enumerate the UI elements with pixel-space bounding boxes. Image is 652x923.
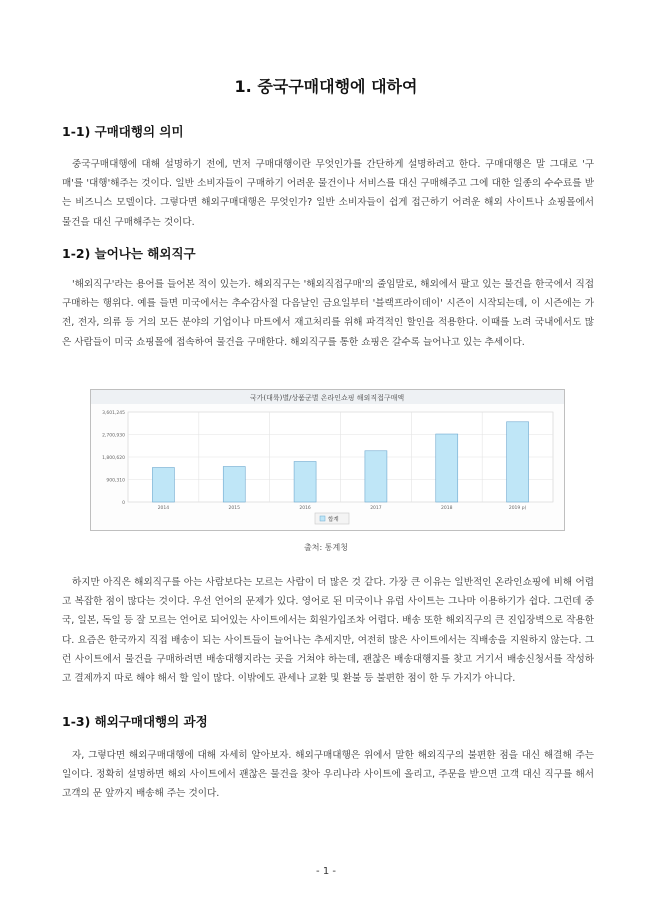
- bar-2015: [223, 467, 245, 502]
- x-tick-label: 2016: [299, 506, 311, 511]
- page-number: - 1 -: [316, 866, 336, 877]
- section-2-paragraph-2: 하지만 아직은 해외직구를 아는 사람보다는 모르는 사람이 더 많은 것 같다. 가장 큰 이유는 일반적인 온라인쇼핑에 비해 어렵고 복잡한 점이 많다는 것이다. 우선 언어의 문제가 있다. 영어로 된 미국이나 유럽 사이트는 그나마 이용하기가 쉽다. 그런데 중국, 일본, 독일 등 잘 모르는 언어로 되어있는 사이트에서는 회원가입조차 어렵다. 배송 또한 해외직구의 큰 진입장벽으로 작용한다. 요즘은 한국까지 직접 배송이 되는 사이트들이 늘어나는 추세지만, 여전히 많은 사이트에서는 직배송을 지원하지 않는다. 그런 사이트에서 물건을 구매하려면 배송대행지라는 곳을 거쳐야 하는데, 괜찮은 배송대행지를 찾고 거기서 배송신청서를 작성하고 결제까지 따로 해야 해서 할 일이 많다. 이밖에도 관세나 교환 및 환불 등 불편한 점이 한 두 가지가 아니다.: [62, 577, 594, 685]
- chart-title: 국가(대륙)별/상품군별 온라인쇼핑 해외직접구매액: [249, 394, 405, 402]
- section-1-heading: 1-1) 구매대행의 의미: [62, 124, 184, 139]
- x-tick-label: 2018: [441, 506, 453, 511]
- y-tick-label: 0: [122, 501, 125, 506]
- section-2-paragraph-1: '해외직구'라는 용어를 들어본 적이 있는가. 해외직구는 '해외직접구매'의 줄임말로, 해외에서 팔고 있는 물건을 한국에서 직접 구매하는 행위다. 예를 들면 미국에서는 추수감사절 다음날인 금요일부터 '블랙프라이데이' 시즌이 시작되는데, 이 시즌에는 가전, 전자, 의류 등 거의 모든 분야의 기업이나 마트에서 재고처리를 위해 파격적인 할인을 적용한다. 이때를 노려 국내에서도 많은 사람들이 미국 쇼핑몰에 접속하여 물건을 구매한다. 해외직구를 통한 쇼핑은 갈수록 늘어나고 있는 추세이다.: [62, 279, 594, 348]
- section-3-heading: 1-3) 해외구매대행의 과정: [62, 714, 208, 729]
- legend-label: 합계: [328, 517, 339, 523]
- bar-2016: [294, 462, 316, 502]
- bar-2018: [436, 434, 458, 502]
- x-tick-label: 2015: [228, 506, 240, 511]
- x-tick-label: 2014: [157, 506, 170, 511]
- x-tick-label: 2019 p): [508, 506, 527, 511]
- bar-chart-panel: [90, 389, 565, 531]
- bar-2019p: [507, 422, 529, 502]
- y-tick-label: 3,601,245: [102, 411, 125, 416]
- bar-2014: [152, 468, 174, 502]
- section-2-heading: 1-2) 늘어나는 해외직구: [62, 246, 196, 261]
- bar-chart: [91, 390, 564, 530]
- page-title: 1. 중국구매대행에 대하여: [234, 77, 418, 96]
- y-tick-label: 2,700,930: [102, 433, 125, 439]
- bar-2017: [365, 451, 387, 502]
- chart-caption: 출처: 통계청: [304, 543, 348, 552]
- section-3-paragraph: 자, 그렇다면 해외구매대행에 대해 자세히 알아보자. 해외구매대행은 위에서 말한 해외직구의 불편한 점을 대신 해결해 주는 일이다. 정확히 설명하면 해외 사이트에서 괜찮은 물건을 찾아 우리나라 사이트에 올리고, 주문을 받으면 고객 대신 직구를 해서 고객의 문 앞까지 배송해 주는 것이다.: [62, 750, 594, 800]
- section-1-paragraph: 중국구매대행에 대해 설명하기 전에, 먼저 구매대행이란 무엇인가를 간단하게 설명하려고 한다. 구매대행은 말 그대로 '구매'를 '대행'해주는 것이다. 일반 소비자들이 구매하기 어려운 물건이나 서비스를 대신 구매해주고 그에 대한 일종의 수수료를 받는 비즈니스 모델이다. 그렇다면 해외구매대행은 무엇인가? 일반 소비자들이 쉽게 접근하기 어려운 해외 사이트나 쇼핑몰에서 물건을 대신 구매해주는 것이다.: [62, 159, 594, 228]
- y-tick-label: 900,310: [106, 478, 125, 484]
- y-tick-label: 1,800,620: [102, 456, 125, 462]
- x-tick-label: 2017: [370, 506, 382, 511]
- legend-swatch: [320, 516, 325, 521]
